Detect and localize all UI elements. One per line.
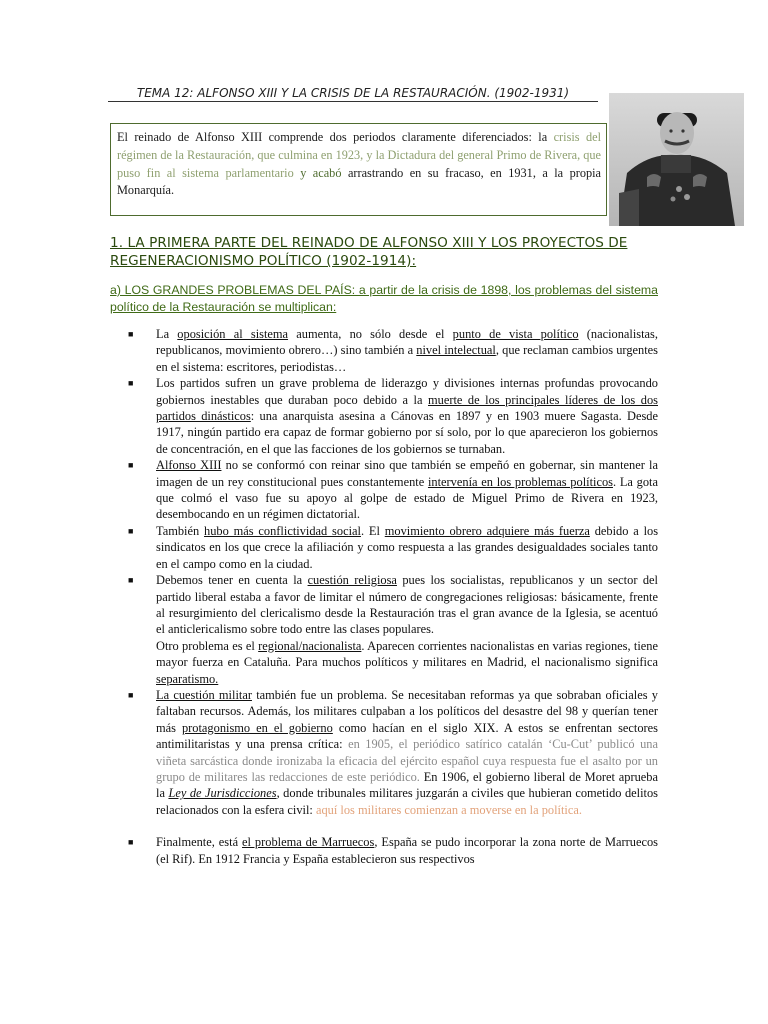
underlined-text: La cuestión militar xyxy=(156,687,252,702)
intro-highlight-acabo: y acabó xyxy=(293,165,342,180)
subheading: a) LOS GRANDES PROBLEMAS DEL PAÍS: a partir de la crisis de 1898, los problemas del sistema político de la Restauración se multiplican: xyxy=(110,283,658,314)
list-paragraph xyxy=(128,638,658,687)
underlined-text: separatismo. xyxy=(156,671,219,686)
text: (nacionalistas, republicanos, movimiento obrero…) sino también a xyxy=(156,327,658,358)
text: pues los socialistas, republicanos y un sector del partido liberal estaba a favor de limitar el número de congregaciones religiosas: básicamente, frente al resurgimiento del clericalismo desde la Restauración tras el gran avance de la Iglesia, se acentuó el anticlericalismo sobre todo entre las clases populares. xyxy=(156,573,658,637)
underlined-text: Ley de Jurisdicciones xyxy=(168,786,277,801)
text: En 1906, el gobierno liberal de Moret aprueba la xyxy=(156,769,658,801)
intro-text: El reinado de Alfonso XIII comprende dos periodos claramente diferenciados: la xyxy=(117,130,548,144)
problems-list xyxy=(128,326,658,867)
intro-highlight-restauracion: crisis del régimen de la Restauración, que culmina en 1923, xyxy=(117,130,601,162)
underlined-text: oposición al sistema xyxy=(177,327,289,341)
spacer xyxy=(128,818,658,834)
portrait-image xyxy=(609,93,744,226)
text: . Aparecen corrientes nacionalistas en varias regiones, tiene mayor fuerza en Cataluña. Para muchos políticos y militares en Madrid, el nacionalismo significa xyxy=(156,638,658,670)
document-title: TEMA 12: ALFONSO XIII Y LA CRISIS DE LA RESTAURACIÓN. (1902-1931) xyxy=(108,86,598,102)
underlined-text: intervenía en los problemas políticos xyxy=(427,474,613,489)
underlined-text: punto de vista político xyxy=(452,327,579,341)
text: como hacían en el siglo XIX. A estos se enfrentan sectores antimilitaristas y una prensa crítica: xyxy=(156,720,658,752)
grey-text: en 1905, el periódico satírico catalán ‘Cu-Cut’ publicó una viñeta sarcástica donde ironizaba la eficacia del ejército español cuya respuesta fue el asalto por un grupo de militares las redacciones de este periódico. xyxy=(156,737,658,784)
list-item xyxy=(128,457,658,523)
bullet-icon: ■ xyxy=(128,460,134,471)
bullet-icon: ■ xyxy=(128,329,134,339)
text: La xyxy=(156,327,178,341)
underlined-text: muerte de los principales líderes de los dos partidos dinásticos xyxy=(156,392,658,424)
text: También xyxy=(156,523,205,538)
bullet-icon: ■ xyxy=(128,837,134,848)
text: , España se pudo incorporar la zona norte de Marruecos (el Rif). En 1912 Francia y España establecieron sus respectivos xyxy=(156,835,659,866)
underlined-text: movimiento obrero adquiere más fuerza xyxy=(384,523,590,538)
list-item xyxy=(128,523,658,572)
bullet-icon: ■ xyxy=(128,575,134,586)
text: Debemos tener en cuenta la xyxy=(156,573,308,588)
text: Los partidos sufren un grave problema de liderazgo y divisiones internas profundas provocando gobiernos inestables que duraban poco debido a la xyxy=(156,376,658,407)
section-heading: 1. LA PRIMERA PARTE DEL REINADO DE ALFONSO XIII Y LOS PROYECTOS DE REGENERACIONISMO POLÍTICO (1902-1914): xyxy=(110,235,628,269)
intro-box xyxy=(110,123,607,216)
text: debido a los sindicatos en los que crece la afiliación y como respuesta a las grandes desigualdades sociales tanto en el campo como en la ciudad. xyxy=(156,523,659,571)
underlined-text: hubo más conflictividad social xyxy=(204,523,361,538)
highlight-text: aquí los militares comienzan a moverse en la política. xyxy=(315,802,582,817)
text: . La gota que colmó el vaso fue su apoyo al golpe de estado de Miguel Primo de Rivera en 1923, desembocando en un régimen dictatorial. xyxy=(156,474,658,522)
bullet-icon: ■ xyxy=(128,378,134,389)
text: también fue un problema. Se necesitaban reformas ya que sobraban oficiales y faltaban recursos. Además, los militares culpaban a los políticos del desastre del 98 y querían tener más xyxy=(156,687,658,735)
text: : una anarquista asesina a Cánovas en 1897 y en 1903 muere Sagasta. Desde 1917, ningún partido era capaz de formar gobierno por sí solo, por lo que aparecieron los gobiernos de concentración, en el que las facciones de los gobiernos se turnaban. xyxy=(156,409,658,456)
underlined-text: protagonismo en el gobierno xyxy=(181,720,333,735)
text: . El xyxy=(360,523,385,538)
list-item xyxy=(128,572,658,638)
list-item xyxy=(128,687,658,818)
underlined-text: nivel intelectual xyxy=(416,343,496,358)
text: Finalmente, está xyxy=(156,835,243,850)
underlined-text: cuestión religiosa xyxy=(307,573,397,588)
text: , que reclaman cambios urgentes en el sistema: escritores, periodistas… xyxy=(156,343,658,374)
underlined-text: Alfonso XIII xyxy=(156,458,222,473)
text: , donde tribunales militares juzgarán a civiles que hubieran cometido delitos relacionados con la esfera civil: xyxy=(156,786,658,817)
portrait-photo xyxy=(609,93,744,226)
text: Otro problema es el xyxy=(156,638,259,653)
bullet-icon: ■ xyxy=(128,525,134,536)
list-item xyxy=(128,375,658,457)
intro-highlight-dictadura: y la Dictadura del general Primo de Rivera, que puso fin al sistema parlamentario xyxy=(117,147,601,180)
bullet-icon: ■ xyxy=(128,689,134,700)
intro-text-end: arrastrando en su fracaso, en 1931, a la propia Monarquía. xyxy=(117,165,602,198)
list-item xyxy=(128,834,658,867)
list-item xyxy=(128,326,658,375)
underlined-text: regional/nacionalista xyxy=(258,638,362,653)
text: no se conformó con reinar sino que también se empeñó en gobernar, sin mantener la imagen de un rey constitucional pues constantemente xyxy=(156,458,658,489)
text: aumenta, no sólo desde el xyxy=(288,327,453,341)
underlined-text: el problema de Marruecos xyxy=(242,835,375,850)
